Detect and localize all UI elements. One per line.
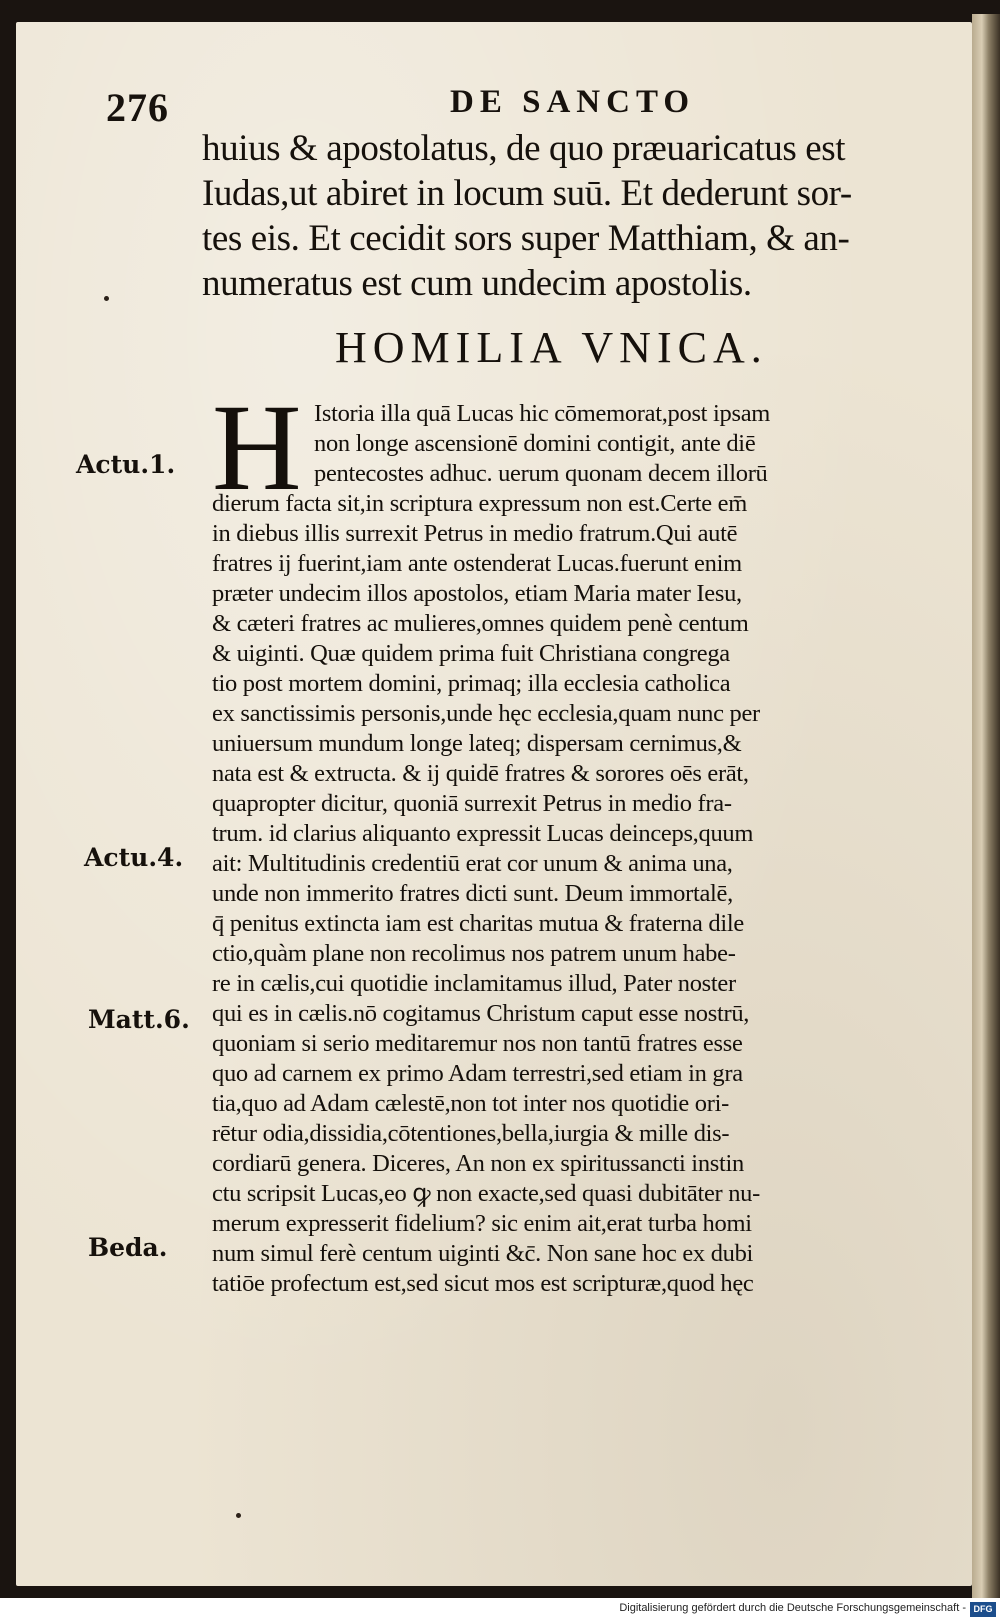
running-head: [0, 84, 1000, 128]
section-heading: HOMILIA VNICA.: [335, 323, 768, 372]
page-number: 276: [106, 85, 169, 130]
margin-note-bede: Beda.: [88, 1233, 168, 1262]
scripture-line: tes eis. Et cecidit sors super Matthiam, & an-: [202, 218, 850, 259]
running-head-title: DE SANCTO: [450, 84, 696, 120]
body-line: ctio,quàm plane non recolimus nos patrem unum habe-: [212, 940, 736, 967]
body-line: tia,quo ad Adam cælestē,non tot inter nos quotidie ori-: [212, 1090, 729, 1117]
body-line: fratres ij fuerint,iam ante ostenderat Lucas.fuerunt enim: [212, 550, 742, 577]
body-line: præter undecim illos apostolos, etiam Maria mater Iesu,: [212, 580, 742, 607]
body-line: quoniam si serio meditaremur nos non tantū fratres esse: [212, 1030, 743, 1057]
body-line: dierum facta sit,in scriptura expressum non est.Certe em̄: [212, 490, 747, 517]
body-line: in diebus illis surrexit Petrus in medio fratrum.Qui autē: [212, 520, 738, 547]
scripture-line: huius & apostolatus, de quo præuaricatus est: [202, 128, 846, 169]
body-line: non longe ascensionē domini contigit, ante diē: [314, 430, 756, 457]
body-line: quo ad carnem ex primo Adam terrestri,sed etiam in gra: [212, 1060, 743, 1087]
body-line: qui es in cælis.nō cogitamus Christum caput esse nostrū,: [212, 1000, 750, 1027]
margin-note-matthew-6: Matt.6.: [88, 1005, 190, 1034]
body-line: unde non immerito fratres dicti sunt. Deum immortalē,: [212, 880, 733, 907]
body-line: & cæteri fratres ac mulieres,omnes quidem penè centum: [212, 610, 749, 637]
scripture-passage: [202, 126, 942, 306]
scripture-line: numeratus est cum undecim apostolis.: [202, 263, 752, 304]
ink-speck: [236, 1513, 241, 1518]
body-line: & uiginti. Quæ quidem prima fuit Christiana congrega: [212, 640, 730, 667]
body-line: re in cælis,cui quotidie inclamitamus illud, Pater noster: [212, 970, 736, 997]
ink-speck: [104, 296, 109, 301]
body-line: ait: Multitudinis credentiū erat cor unum & anima una,: [212, 850, 733, 877]
body-line: rētur odia,dissidia,cōtentiones,bella,iurgia & mille dis-: [212, 1120, 730, 1147]
scripture-line: Iudas,ut abiret in locum suū. Et dederunt sor-: [202, 173, 852, 214]
body-line: num simul ferè centum uiginti &c̄. Non sane hoc ex dubi: [212, 1240, 754, 1267]
body-line: tatiōe profectum est,sed sicut mos est scripturæ,quod hęc: [212, 1270, 754, 1297]
margin-note-acts-4: Actu.4.: [84, 843, 184, 872]
body-line: merum expresserit fidelium? sic enim ait,erat turba homi: [212, 1210, 752, 1237]
body-line: pentecostes adhuc. uerum quonam decem illorū: [314, 460, 768, 487]
margin-note-acts-1: Actu.1.: [76, 450, 176, 479]
body-line: quapropter dicitur, quoniā surrexit Petrus in medio fra-: [212, 790, 732, 817]
dfg-logo-badge: DFG: [970, 1602, 996, 1617]
body-line: uniuersum mundum longe lateq; dispersam cernimus,&: [212, 730, 742, 757]
body-line: trum. id clarius aliquanto expressit Lucas deinceps,quum: [212, 820, 754, 847]
funding-credit: Digitalisierung gefördert durch die Deutsche Forschungsgemeinschaft -: [619, 1602, 966, 1614]
body-line: tio post mortem domini, primaq; illa ecclesia catholica: [212, 670, 731, 697]
body-line: cordiarū genera. Diceres, An non ex spiritussancti instin: [212, 1150, 744, 1177]
drop-cap-initial: H: [212, 379, 302, 516]
body-line: Istoria illa quā Lucas hic cōmemorat,post ipsam: [314, 400, 771, 427]
homily-body: [212, 379, 936, 1299]
body-line: q̄ penitus extincta iam est charitas mutua & fraterna dile: [212, 910, 744, 937]
body-line: ex sanctissimis personis,unde hęc ecclesia,quam nunc per: [212, 700, 760, 727]
page-edge: [972, 14, 1000, 1598]
body-line: ctu scripsit Lucas,eo ꝙ non exacte,sed quasi dubitāter nu-: [212, 1180, 760, 1207]
digitization-footer: [0, 1598, 1000, 1624]
body-line: nata est & extructa. & ij quidē fratres & sorores oēs erāt,: [212, 760, 749, 787]
